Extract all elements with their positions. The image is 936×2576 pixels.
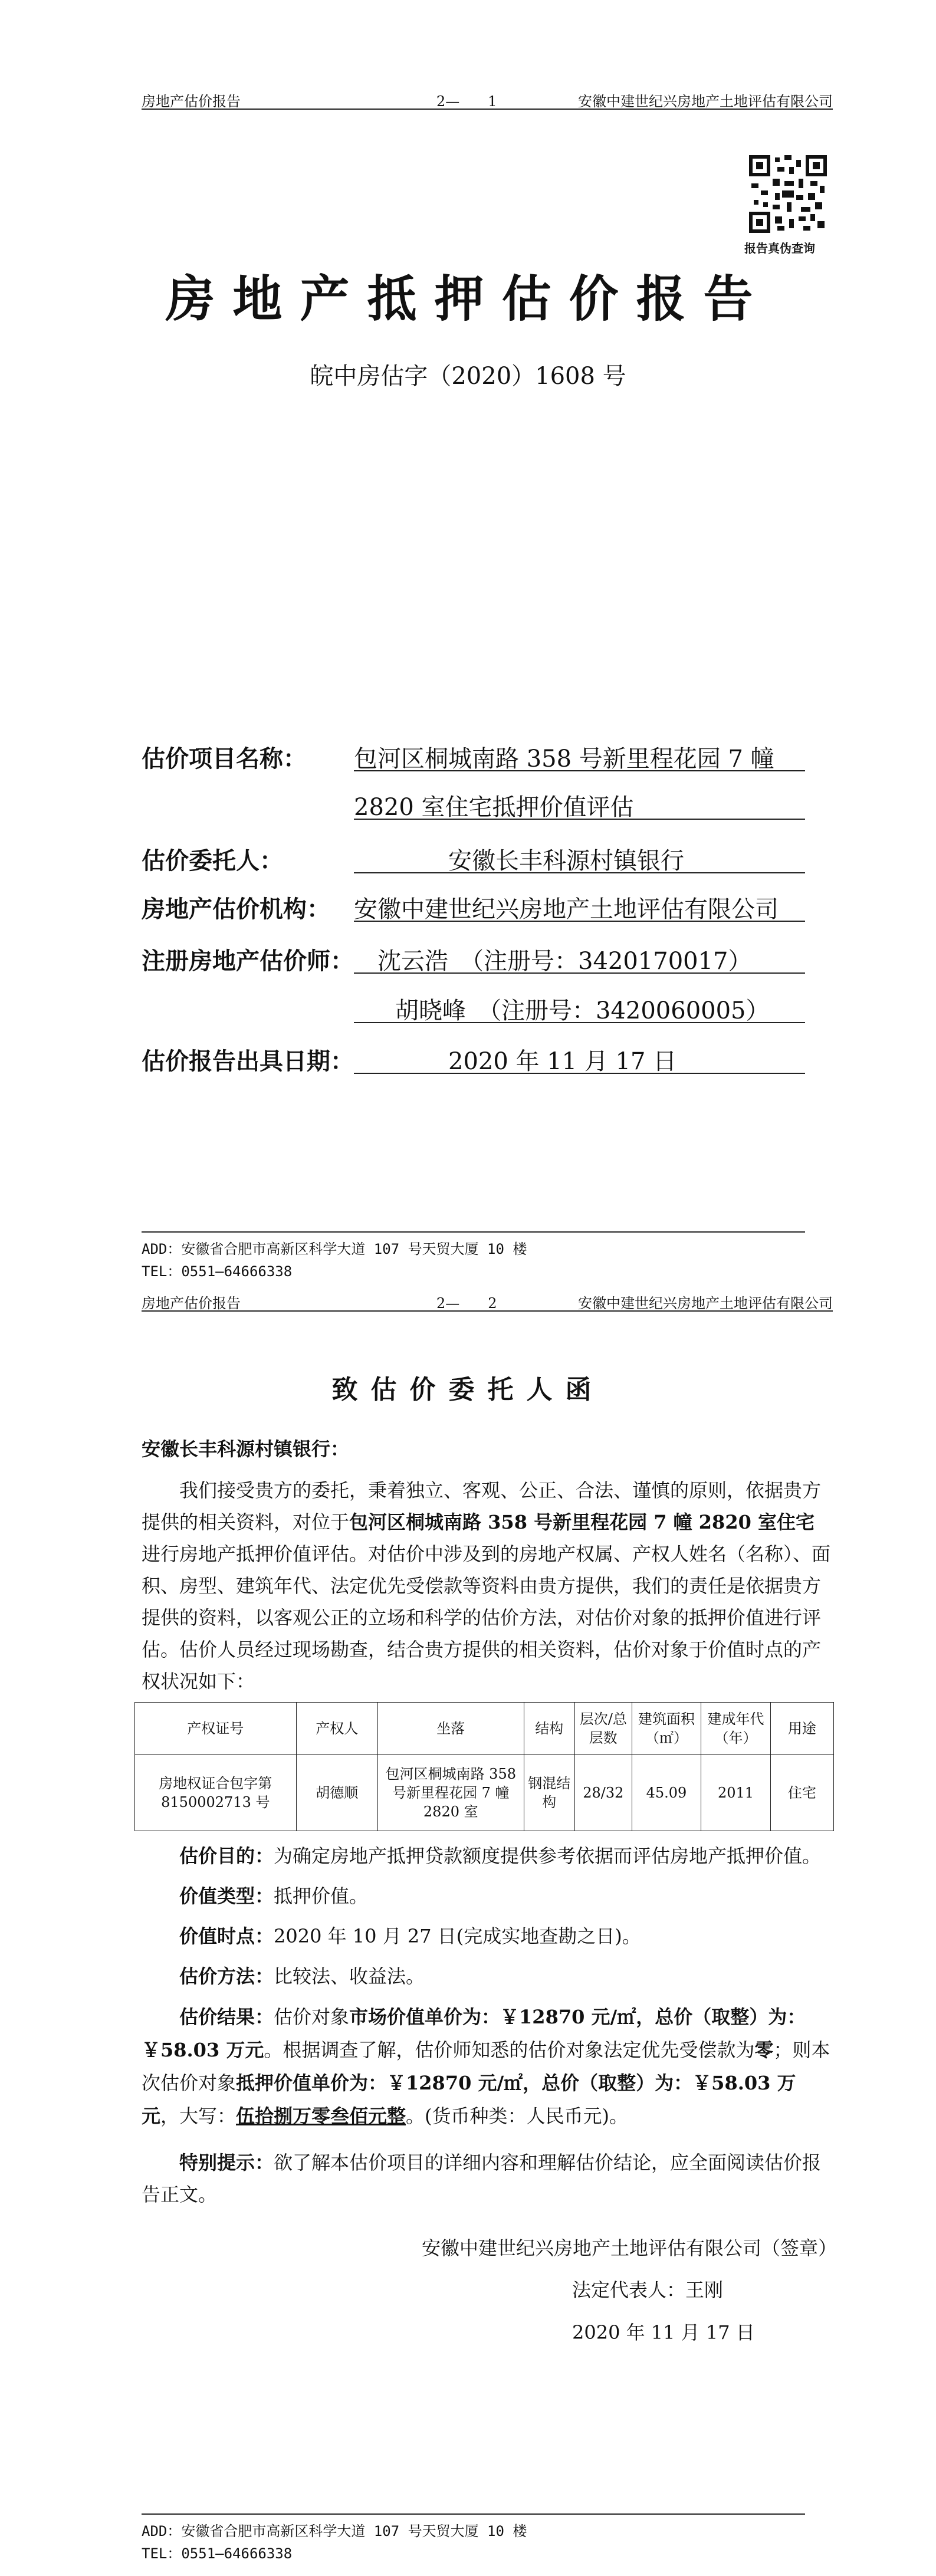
- report-title: 房地产抵押估价报告: [165, 270, 771, 328]
- result-paragraph: 估价结果：估价对象市场价值单价为：￥12870 元/㎡，总价（取整）为：￥58.03 万元。根据调查了解，估价师知悉的估价对象法定优先受偿款为零；则本次估价对象抵押价值单价为：￥12870 元/㎡，总价（取整）为：￥58.03 万元，大写：伍拾捌万零叁佰元整。(货币种类：人民币元)。: [142, 2006, 830, 2127]
- project-name-label: 估价项目名称：: [142, 745, 307, 773]
- value-in-words: 伍拾捌万零叁佰元整: [236, 2105, 406, 2127]
- purpose-line: 估价目的：为确定房地产抵押贷款额度提供参考依据而评估房地产抵押价值。: [179, 1845, 822, 1867]
- property-info-table: [134, 1702, 834, 1831]
- header-left: 房地产估价报告: [142, 1295, 241, 1312]
- project-name-value: 包河区桐城南路 358 号新里程花园 7 幢: [354, 745, 774, 773]
- header-page-number: 2— 2: [436, 1295, 497, 1312]
- footer-tel: TEL：0551—64666338: [142, 2545, 293, 2562]
- legal-representative: 法定代表人：王刚: [572, 2279, 724, 2301]
- special-note: 特别提示：欲了解本估价项目的详细内容和理解估价结论，应全面阅读估价报告正文。: [142, 2151, 822, 2206]
- method-line: 估价方法：比较法、收益法。: [179, 1965, 425, 1987]
- header-page-number: 2— 1: [436, 93, 497, 110]
- page-header: [142, 88, 833, 110]
- appraiser-label: 注册房地产估价师：: [142, 947, 354, 975]
- report-date-label: 估价报告出具日期：: [142, 1047, 354, 1075]
- agency-label: 房地产估价机构：: [142, 895, 330, 923]
- project-name-value-line2: 2820 室住宅抵押价值评估: [354, 794, 634, 821]
- client-label: 估价委托人：: [142, 847, 283, 875]
- qr-caption: 报告真伪查询: [744, 241, 815, 255]
- salutation: 安徽长丰科源村镇银行：: [142, 1438, 350, 1460]
- value-time-line: 价值时点：2020 年 10 月 27 日(完成实地查勘之日)。: [179, 1925, 641, 1947]
- property-address: 包河区桐城南路 358 号新里程花园 7 幢 2820 室住宅: [349, 1511, 815, 1533]
- agency-value: 安徽中建世纪兴房地产土地评估有限公司: [354, 896, 779, 923]
- header-right: 安徽中建世纪兴房地产土地评估有限公司: [578, 93, 833, 110]
- header-left: 房地产估价报告: [142, 93, 241, 110]
- header-right: 安徽中建世纪兴房地产土地评估有限公司: [578, 1295, 833, 1312]
- appraiser-value-2: 胡晓峰 （注册号：3420060005）: [395, 997, 770, 1024]
- client-value: 安徽长丰科源村镇银行: [448, 847, 684, 875]
- footer-address: ADD：安徽省合肥市高新区科学大道 107 号天贸大厦 10 楼: [142, 2523, 527, 2539]
- footer-tel: TEL：0551—64666338: [142, 1263, 293, 1280]
- report-date-value: 2020 年 11 月 17 日: [448, 1048, 677, 1075]
- document-number: 皖中房估字（2020）1608 号: [310, 363, 626, 390]
- paragraph-1: 我们接受贵方的委托，秉着独立、客观、公正、合法、谨慎的原则，依据贵方提供的相关资料，对位于包河区桐城南路 358 号新里程花园 7 幢 2820 室住宅进行房地产抵押价值评估。对估价中涉及到的房地产权属、产权人姓名（名称）、面积、房型、建筑年代、法定优先受偿款等资料由贵方提供，我们的责任是依据贵方提供的资料，以客观公正的立场和科学的估价方法，对估价对象的抵押价值进行评估。: [142, 1479, 831, 1661]
- letter-title: 致估价委托人函: [331, 1375, 605, 1405]
- market-value: 市场价值单价为：￥12870 元/㎡，总价（取整）为：￥58.03 万元: [142, 2006, 806, 2061]
- mortgage-value: 抵押价值单价为：￥12870 元/㎡，总价（取整）为：￥58.03 万元: [142, 2072, 796, 2127]
- paragraph-2: 估价人员经过现场勘查，结合贵方提供的相关资料，估价对象于价值时点的产权状况如下：: [142, 1638, 822, 1693]
- appraiser-value-1: 沈云浩 （注册号：3420170017）: [377, 948, 752, 975]
- signature-date: 2020 年 11 月 17 日: [572, 2321, 755, 2344]
- footer-address: ADD：安徽省合肥市高新区科学大道 107 号天贸大厦 10 楼: [142, 1241, 527, 1257]
- page-header: [142, 1290, 833, 1312]
- qr-code-icon[interactable]: [749, 155, 827, 233]
- value-type-line: 价值类型：抵押价值。: [179, 1885, 369, 1907]
- table-header-row: 产权证号 产权人 坐落 结构 层次/总层数 建筑面积（㎡） 建成年代（年） 用途: [135, 1703, 834, 1755]
- table-row: 房地权证合包字第 8150002713 号 胡德顺 包河区桐城南路 358 号新里程花园 7 幢 2820 室 钢混结构 28/32 45.09 2011 住宅: [135, 1755, 834, 1831]
- signature-company: 安徽中建世纪兴房地产土地评估有限公司（签章）: [422, 2237, 838, 2259]
